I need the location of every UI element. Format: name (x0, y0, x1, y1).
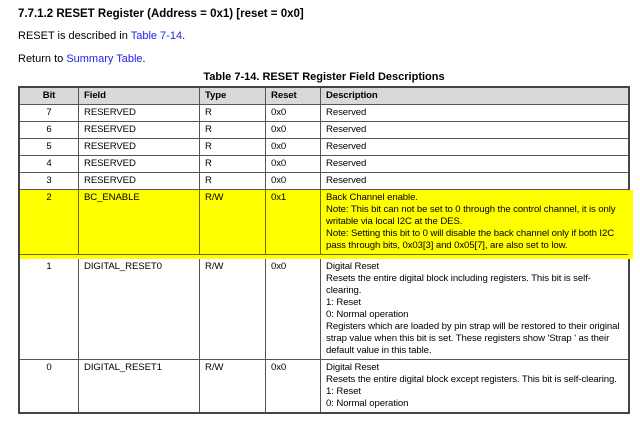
type-cell: R/W (200, 360, 266, 412)
table-body (20, 105, 628, 412)
field-cell: DIGITAL_RESET0 (79, 259, 200, 359)
type-cell: R (200, 139, 266, 155)
field-cell: RESERVED (79, 173, 200, 189)
table-row-bit-5 (20, 138, 628, 155)
column-header-description: Description (326, 90, 378, 101)
reset-cell: 0x0 (266, 360, 321, 412)
table-row-bit-3 (20, 172, 628, 189)
description-cell (321, 360, 628, 412)
highlight-strip (20, 255, 633, 259)
description-cell (321, 173, 628, 189)
table-row-bit-4 (20, 155, 628, 172)
column-header-field: Field (79, 88, 200, 104)
column-header-bit: Bit (20, 88, 79, 104)
return-period: . (142, 53, 146, 65)
description-cell (321, 259, 628, 359)
reset-cell: 0x1 (266, 190, 321, 254)
type-cell: R (200, 156, 266, 172)
description-paragraph: 0: Normal operation (326, 398, 409, 409)
bit-cell: 7 (20, 105, 79, 121)
description-paragraph: Resets the entire digital block except registers. This bit is self-clearing. (326, 374, 617, 385)
table-caption: Table 7-14. RESET Register Field Descriptions (203, 71, 445, 83)
table-row-bit-1 (20, 259, 628, 359)
field-cell: RESERVED (79, 156, 200, 172)
bit-cell: 4 (20, 156, 79, 172)
reset-cell: 0x0 (266, 139, 321, 155)
type-cell: R (200, 173, 266, 189)
field-cell: RESERVED (79, 105, 200, 121)
type-cell: R/W (200, 190, 266, 254)
reset-cell: 0x0 (266, 105, 321, 121)
description-paragraph: Digital Reset (326, 261, 380, 272)
type-cell: R (200, 122, 266, 138)
bit-cell: 1 (20, 259, 79, 359)
intro-period: . (182, 30, 186, 42)
description-paragraph: 0: Normal operation (326, 309, 409, 320)
description-paragraph: Reserved (326, 124, 367, 135)
table-row-bit-7 (20, 105, 628, 121)
description-paragraph: Resets the entire digital block including registers. This bit is self-clearing. (326, 273, 591, 296)
column-header-reset: Reset (266, 88, 321, 104)
bit-cell: 2 (20, 190, 79, 254)
description-paragraph: 1: Reset (326, 386, 361, 397)
bit-cell: 6 (20, 122, 79, 138)
table-7-14-link[interactable]: Table 7-14 (130, 30, 183, 42)
description-paragraph: Back Channel enable. (326, 192, 418, 203)
return-line (18, 53, 630, 66)
description-paragraph: Note: Setting this bit to 0 will disable the back channel only if both I2C pass through bits, 0x03[3] and 0x05[7], are also set to low. (326, 228, 615, 251)
field-cell: RESERVED (79, 139, 200, 155)
section-title: 7.7.1.2 RESET Register (Address = 0x1) [reset = 0x0] (18, 8, 304, 20)
column-header-type: Type (200, 88, 266, 104)
description-paragraph: Reserved (326, 107, 367, 118)
reset-cell: 0x0 (266, 259, 321, 359)
description-paragraph: Reserved (326, 141, 367, 152)
description-paragraph: Digital Reset (326, 362, 380, 373)
field-cell: BC_ENABLE (79, 190, 200, 254)
field-cell: DIGITAL_RESET1 (79, 360, 200, 412)
table-row-bit-2 (20, 189, 628, 255)
description-paragraph: Note: This bit can not be set to 0 through the control channel, it is only writable via local I2C at the DES. (326, 204, 616, 227)
table-header-row (20, 88, 628, 105)
description-cell (321, 190, 628, 254)
description-cell (321, 156, 628, 172)
reset-cell: 0x0 (266, 156, 321, 172)
description-cell (321, 139, 628, 155)
description-cell (321, 105, 628, 121)
description-paragraph: Reserved (326, 158, 367, 169)
type-cell: R/W (200, 259, 266, 359)
field-cell: RESERVED (79, 122, 200, 138)
reset-cell: 0x0 (266, 122, 321, 138)
description-paragraph: 1: Reset (326, 297, 361, 308)
table-row-bit-6 (20, 121, 628, 138)
description-paragraph: Registers which are loaded by pin strap will be restored to their original strap value when this bit is set. These registers show 'Strap ' as their default value in this table. (326, 321, 620, 356)
register-table (18, 86, 630, 414)
summary-table-link[interactable]: Summary Table (66, 53, 143, 65)
description-cell (321, 122, 628, 138)
intro-text: RESET is described in (18, 30, 131, 42)
return-text: Return to (18, 53, 67, 65)
bit-cell: 0 (20, 360, 79, 412)
description-paragraph: Reserved (326, 175, 367, 186)
type-cell: R (200, 105, 266, 121)
intro-line (18, 30, 630, 43)
reset-cell: 0x0 (266, 173, 321, 189)
table-row-bit-0 (20, 359, 628, 412)
bit-cell: 5 (20, 139, 79, 155)
bit-cell: 3 (20, 173, 79, 189)
